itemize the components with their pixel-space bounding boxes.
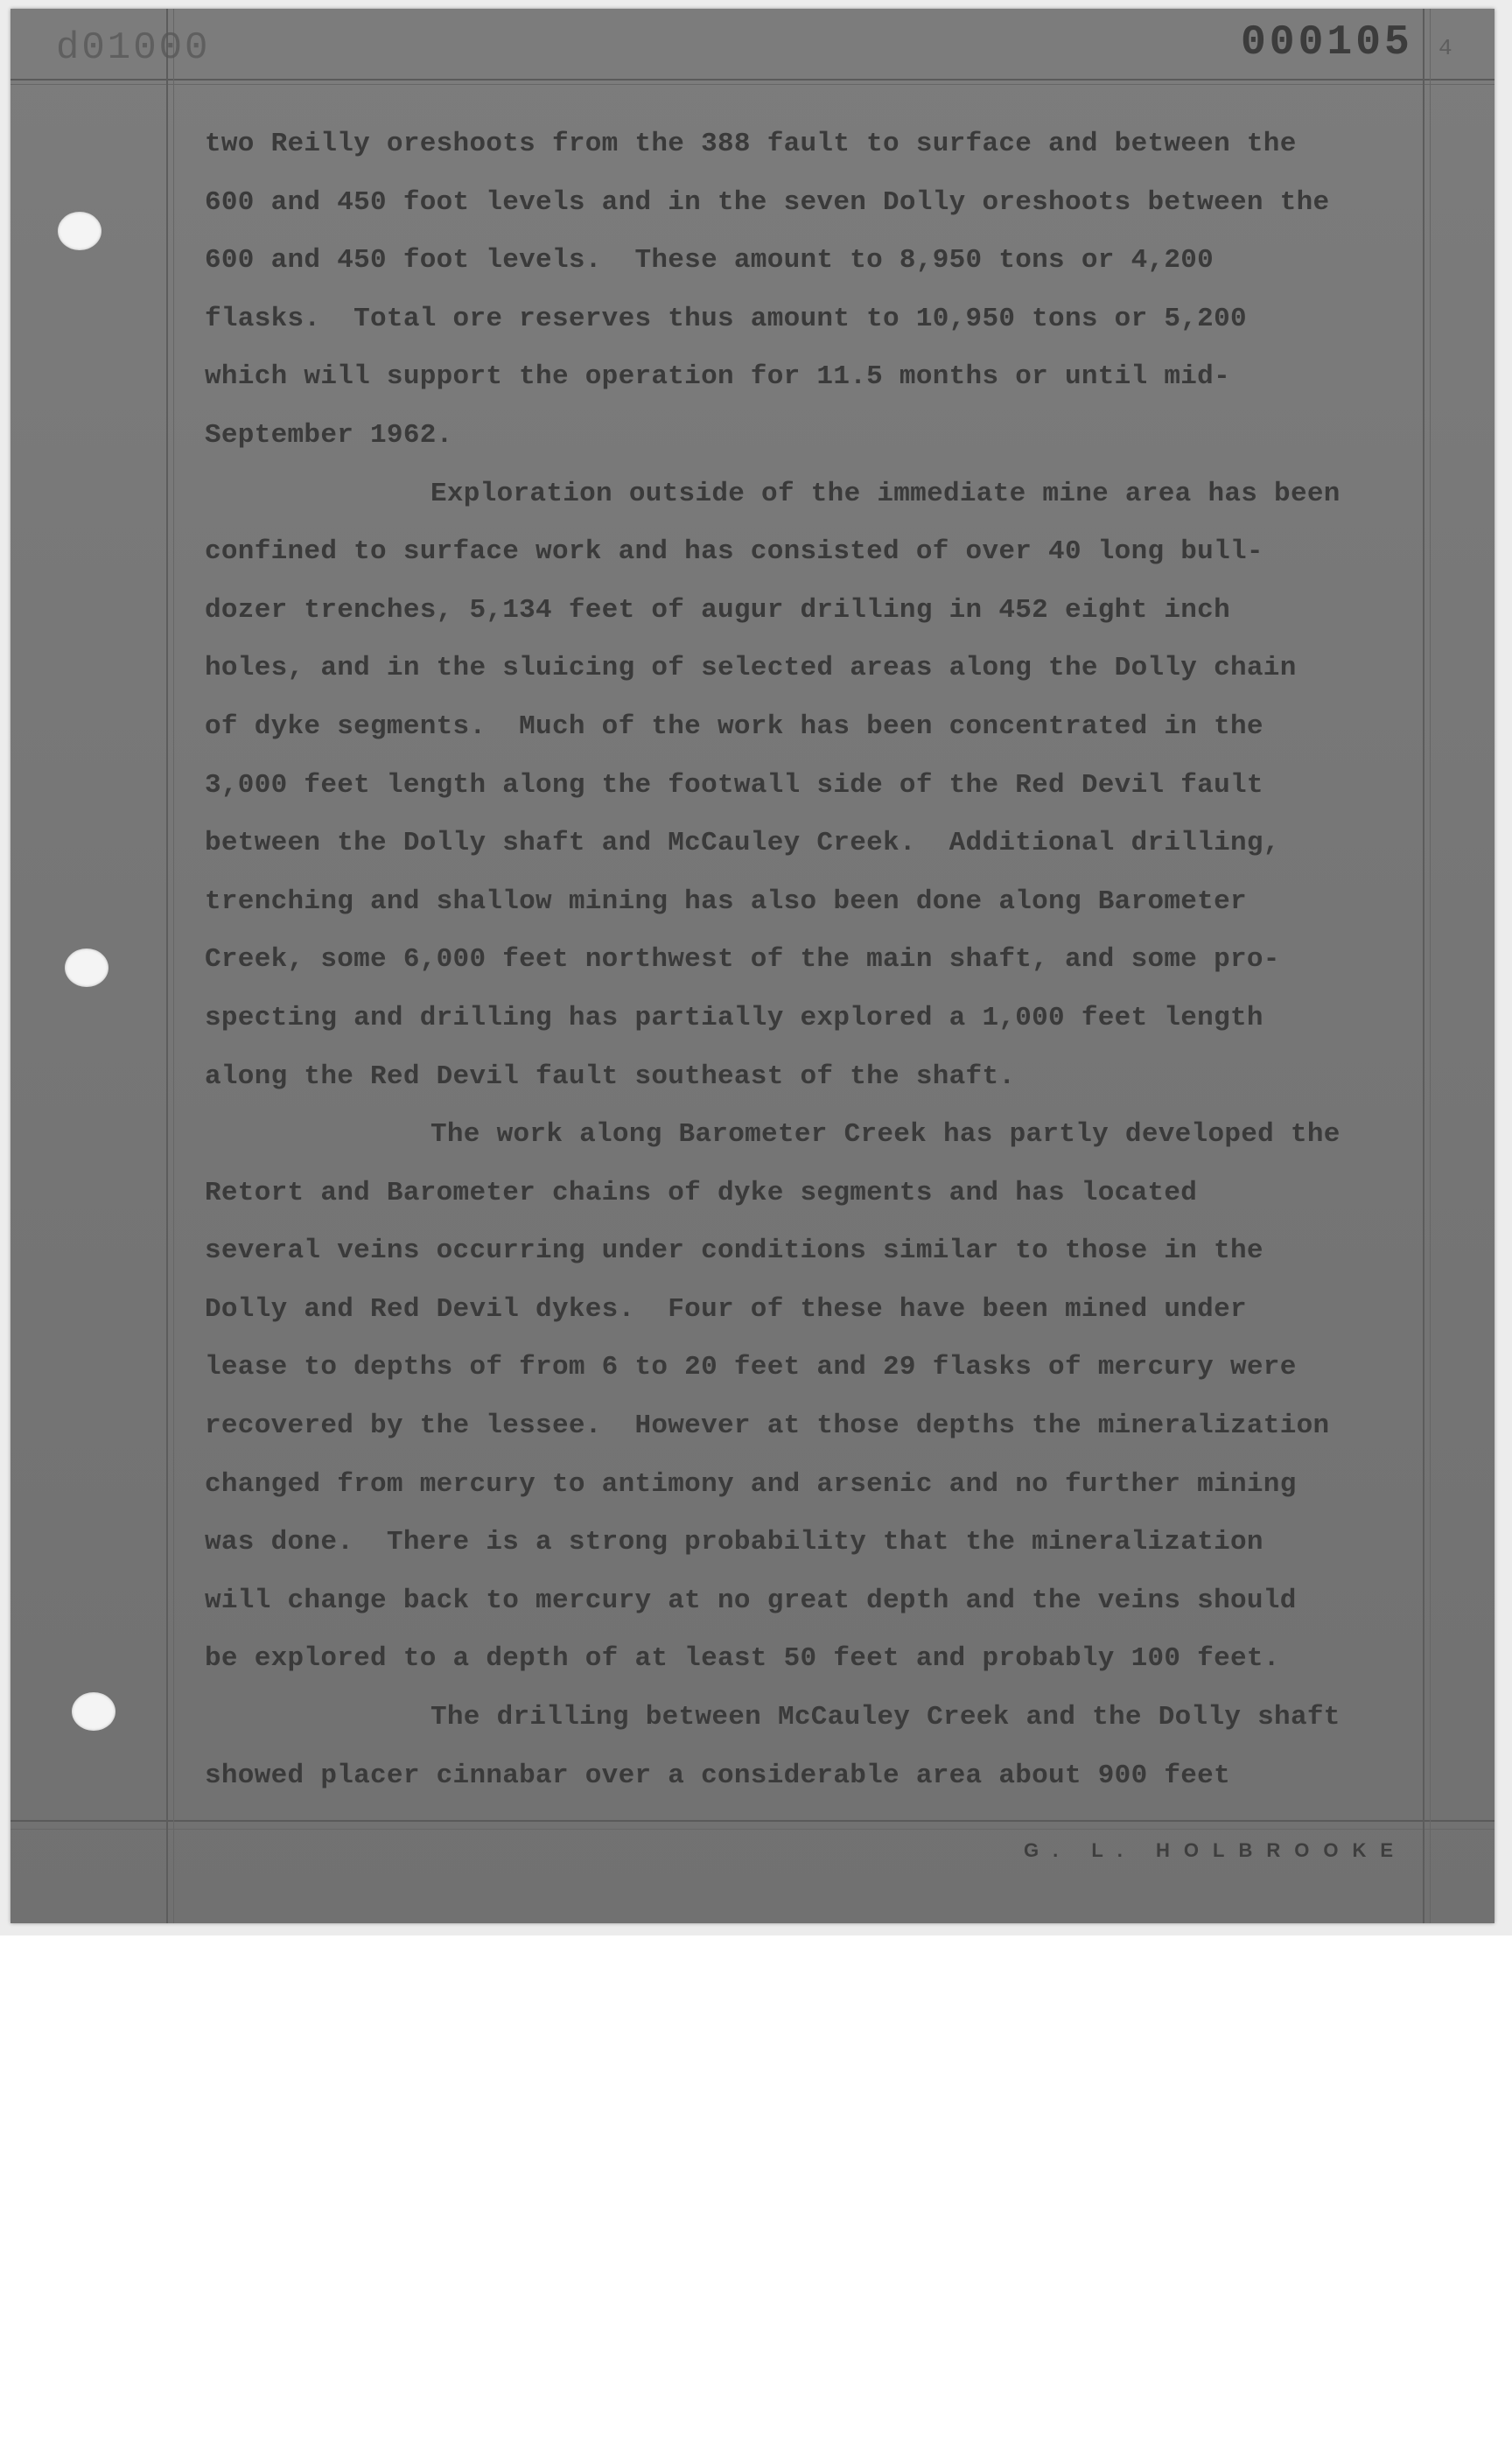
text-line: was done. There is a strong probability that the mineralization: [205, 1527, 1264, 1558]
punch-hole: [58, 212, 102, 250]
punch-hole: [65, 948, 108, 987]
page-number: 000105: [1241, 19, 1413, 66]
text-line: two Reilly oreshoots from the 388 fault to surface and between the: [205, 129, 1297, 159]
text-line: September 1962.: [205, 419, 453, 451]
text-line: Retort and Barometer chains of dyke segments and has located: [205, 1177, 1198, 1208]
text-line: lease to depths of from 6 to 20 feet and 29 flasks of mercury were: [205, 1352, 1297, 1383]
text-line: showed placer cinnabar over a considerable area about 900 feet: [205, 1760, 1230, 1791]
text-line: The work along Barometer Creek has partly developed the: [430, 1119, 1340, 1151]
text-line: changed from mercury to antimony and arsenic and no further mining: [205, 1468, 1297, 1500]
text-line: will change back to mercury at no great depth and the veins should: [205, 1585, 1297, 1616]
text-line: of dyke segments. Much of the work has been concentrated in the: [205, 710, 1264, 742]
text-line: The drilling between McCauley Creek and the Dolly shaft: [430, 1702, 1340, 1733]
bottom-rule-inner: [10, 1829, 1494, 1830]
text-line: flasks. Total ore reserves thus amount to 10,950 tons or 5,200: [205, 303, 1247, 334]
text-line: recovered by the lessee. However at those depths the mineralization: [205, 1410, 1330, 1442]
text-line: dozer trenches, 5,134 feet of augur drilling in 452 eight inch: [205, 594, 1230, 626]
text-line: between the Dolly shaft and McCauley Creek. Additional drilling,: [205, 828, 1280, 859]
text-line: confined to surface work and has consisted of over 40 long bull-: [205, 536, 1264, 568]
corner-mark: 4: [1438, 35, 1452, 61]
text-line: along the Red Devil fault southeast of the shaft.: [205, 1060, 1016, 1092]
document-sheet: [10, 9, 1494, 1923]
text-line: be explored to a depth of at least 50 feet and probably 100 feet.: [205, 1643, 1280, 1675]
punch-hole: [72, 1692, 116, 1731]
text-line: 600 and 450 foot levels. These amount to 8,950 tons or 4,200: [205, 245, 1214, 276]
top-rule: [10, 79, 1494, 80]
text-line: holes, and in the sluicing of selected areas along the Dolly chain: [205, 653, 1297, 684]
text-line: trenching and shallow mining has also been done along Barometer: [205, 886, 1247, 917]
typed-body-text: [205, 116, 1447, 1805]
text-line: 600 and 450 foot levels and in the seven Dolly oreshoots between the: [205, 186, 1330, 218]
text-line: Dolly and Red Devil dykes. Four of these have been mined under: [205, 1293, 1247, 1325]
top-rule-inner: [10, 84, 1494, 85]
letterhead-name: G. L. HOLBROOKE: [1024, 1839, 1407, 1861]
text-line: several veins occurring under conditions similar to those in the: [205, 1236, 1264, 1267]
text-line: Creek, some 6,000 feet northwest of the main shaft, and some pro-: [205, 944, 1280, 976]
document-control-number: d01000: [56, 26, 211, 70]
left-margin-rule: [166, 9, 168, 1923]
text-line: 3,000 feet length along the footwall side of the Red Devil fault: [205, 769, 1264, 801]
text-line: which will support the operation for 11.5 months or until mid-: [205, 361, 1230, 393]
left-margin-rule-inner: [173, 9, 174, 1923]
bottom-rule: [10, 1820, 1494, 1822]
text-line: specting and drilling has partially explored a 1,000 feet length: [205, 1002, 1264, 1033]
text-line: Exploration outside of the immediate mine area has been: [430, 478, 1340, 509]
